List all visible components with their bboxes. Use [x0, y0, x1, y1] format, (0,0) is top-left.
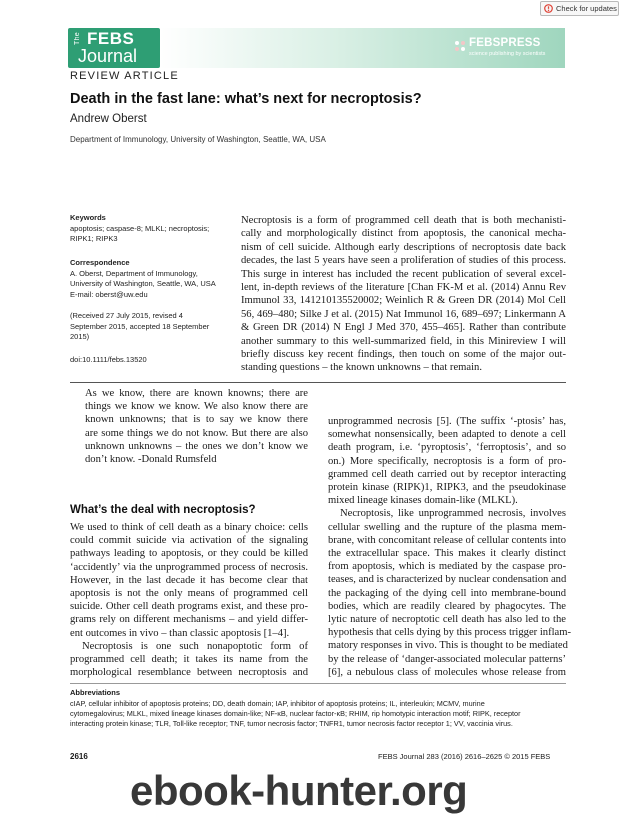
abstract-line: decades, the last 5 years have seen a proliferation of studies of this process. — [241, 255, 566, 267]
body-line: suicide. Other cell death programs exist, and these pro- — [70, 601, 308, 613]
abbreviations-divider — [70, 683, 566, 684]
febs-press-logo — [449, 37, 569, 61]
abstract — [241, 214, 566, 375]
check-for-updates-label: Check for updates — [556, 4, 617, 13]
body-line: Necroptosis is one such nonapoptotic form of — [82, 640, 308, 652]
correspondence-block — [70, 258, 230, 300]
check-for-updates-badge[interactable] — [540, 1, 619, 16]
abstract-line: Necroptosis is a form of programmed cell death that is both mechanisti- — [241, 215, 566, 226]
body-line: ent outcomes in vivo – than classic apoptosis [1–4]. — [70, 627, 290, 639]
left-column-body — [70, 521, 308, 679]
abbreviations — [70, 699, 566, 729]
abstract-line: briefly discuss key recent findings, then touch on some of the major out- — [241, 349, 566, 361]
quote-line: things we know we know. We also know there are — [85, 401, 308, 413]
history-block — [70, 311, 230, 343]
section-divider — [70, 382, 566, 383]
abstract-line: nism of cell suicide. Although early descriptions of necroptosis date back — [241, 241, 566, 253]
author-affiliation: Department of Immunology, University of Washington, Seattle, WA, USA — [70, 135, 326, 144]
author-name: Andrew Oberst — [70, 113, 147, 125]
abbreviations-line: cytomegalovirus; MLKL, mixed lineage kinases domain-like; NF-κB, nuclear factor-κB; RHIM, rip homotypic interaction motif; RIPK, receptor — [70, 709, 521, 718]
correspondence-line: A. Oberst, Department of Immunology, — [70, 268, 198, 278]
body-line: cellular swelling and the rupture of the plasma mem- — [328, 521, 566, 533]
abstract-line: lent, in-depth reviews of the literature [Chan FK-M et al. (2014) Annu Rev — [241, 282, 566, 294]
body-line: brane, with concomitant release of cellular contents into — [328, 534, 566, 546]
body-line: grams rely on different mechanisms – and yield differ- — [70, 614, 308, 626]
logo-the: The — [74, 32, 81, 45]
abstract-line: cally and morphologically distinct from apoptosis, the canonical mecha- — [241, 228, 566, 240]
body-line: on.) More specifically, necroptosis is a form of pro- — [328, 455, 566, 467]
abstract-line: standing questions – the known unknowns – that remain. — [241, 362, 482, 374]
body-line: matory responses in vivo. This is thought to be mediated — [328, 640, 568, 652]
body-line: mixed lineage kinases domain-like (MLKL). — [328, 495, 518, 507]
body-line: from apoptosis, which is mediated by the caspase pro- — [328, 561, 566, 573]
body-line: Necroptosis, like unprogrammed necrosis, involves — [340, 508, 566, 520]
body-line: [6], a nebulous class of molecules whose release from — [328, 666, 566, 678]
quote-line: don’t know. -Donald Rumsfeld — [85, 454, 217, 466]
article-title: Death in the fast lane: what’s next for necroptosis? — [70, 91, 422, 107]
journal-footer: FEBS Journal 283 (2016) 2616–2625 © 2015 FEBS — [378, 752, 551, 761]
febs-press-icon — [453, 39, 467, 53]
history-line: 2015) — [70, 332, 90, 341]
body-line: ‘accidently’ via the unprogrammed process of necrosis. — [70, 561, 308, 573]
history-line: September 2015, accepted 18 September — [70, 321, 210, 331]
history-line: (Received 27 July 2015, revised 4 — [70, 311, 183, 320]
publisher-name: FEBSPRESS — [469, 37, 541, 49]
right-column-body — [328, 415, 572, 679]
abbreviations-heading: Abbreviations — [70, 688, 121, 697]
body-line: programmed cell death; it takes its name from the — [70, 654, 308, 666]
abstract-line: another summary to this well-summarized field, in this Minireview I will — [241, 335, 566, 347]
body-line: hypothesis that cells dying by this process trigger inflam- — [328, 627, 572, 639]
keywords-block — [70, 213, 230, 245]
body-line: death program, i.e. ‘pyroptosis’, ‘ferroptosis’, and so — [328, 442, 566, 454]
quote-line: unknown unknowns – the ones we don’t know we — [85, 440, 308, 452]
body-line: grammed cell death carried out by receptor interacting — [328, 468, 566, 480]
body-line: teases, and is characterized by nuclear condensation and — [328, 574, 567, 586]
body-line: apoptosis is not the only means of programmed cell — [70, 588, 308, 600]
section-heading: What’s the deal with necroptosis? — [70, 504, 256, 516]
quote-line: known unknowns; that is to say we know there — [85, 414, 308, 426]
abstract-line: This surge in interest has included the recent publication of several excel- — [241, 268, 566, 280]
body-line: unprogrammed necrosis [5]. (The suffix ‘-ptosis’ has, — [328, 416, 566, 427]
keywords-line: apoptosis; caspase-8; MLKL; necroptosis; — [70, 223, 210, 233]
body-line: We used to think of cell death as a binary choice: cells — [70, 522, 308, 533]
body-line: protein kinase (RIPK)1, RIPK3, and the pseudokinase — [328, 482, 566, 494]
abstract-line: & Green DR (2014) N Engl J Med 370, 455–465]. Rather than contribute — [241, 322, 566, 334]
abstract-line: 56, 469–480; Silke J et al. (2015) Nat Immunol 16, 689–697; Linkermann A — [241, 308, 566, 320]
quote-line: As we know, there are known knowns; there are — [85, 388, 308, 399]
publisher-tagline: science publishing by scientists — [469, 51, 546, 57]
body-line: could commit suicide via activation of the signaling — [70, 535, 308, 547]
abbreviations-line: interacting protein kinase; TLR, Toll-like receptor; TNF, tumor necrosis factor; TNFR1, tumor necrosis factor receptor 1; VV, vaccinia virus. — [70, 719, 513, 728]
body-line: the extracellular space. This makes it clearly distinct — [328, 548, 566, 560]
correspondence-email[interactable]: E-mail: oberst@uw.edu — [70, 289, 148, 299]
correspondence-heading: Correspondence — [70, 258, 130, 267]
correspondence-line: University of Washington, Seattle, WA, USA — [70, 279, 216, 288]
body-line: by the release of ‘danger-associated molecular patterns’ — [328, 653, 566, 665]
febs-journal-logo — [68, 28, 160, 68]
body-line: However, in the last decade it has become clear that — [70, 574, 308, 586]
keywords-line: RIPK1; RIPK3 — [70, 234, 118, 243]
logo-journal: Journal — [78, 46, 138, 66]
page-number: 2616 — [70, 752, 88, 761]
body-line: somewhat nonsensically, been adapted to denote a cell — [328, 429, 566, 441]
abstract-line: Immunol 33, 141210135520002; Weinlich R & Green DR (2014) Mol Cell — [241, 295, 566, 307]
watermark: ebook-hunter.org — [130, 767, 468, 814]
article-type: REVIEW ARTICLE — [70, 70, 179, 82]
doi[interactable]: doi:10.1111/febs.13520 — [70, 355, 147, 364]
update-icon — [544, 4, 553, 13]
epigraph-quote — [85, 387, 308, 466]
logo-febs: FEBS — [87, 29, 135, 48]
body-line: morphological resemblance between necroptosis and — [70, 667, 308, 679]
body-line: bodies, which are readily cleared by phagocytes. The — [328, 600, 566, 612]
keywords-heading: Keywords — [70, 213, 106, 222]
body-line: lytic nature of necroptotic cell death has also led to the — [328, 614, 566, 626]
quote-line: are some things we do not know. But there are also — [85, 427, 308, 439]
abbreviations-line: cIAP, cellular inhibitor of apoptosis proteins; DD, death domain; IAP, inhibitor of apoptosis proteins; IL, interleukin; MCMV, murine — [70, 699, 485, 708]
body-line: pathways leading to apoptosis, or they could be killed — [70, 548, 308, 560]
body-line: the packaging of the dying cell into membrane-bound — [328, 587, 566, 599]
